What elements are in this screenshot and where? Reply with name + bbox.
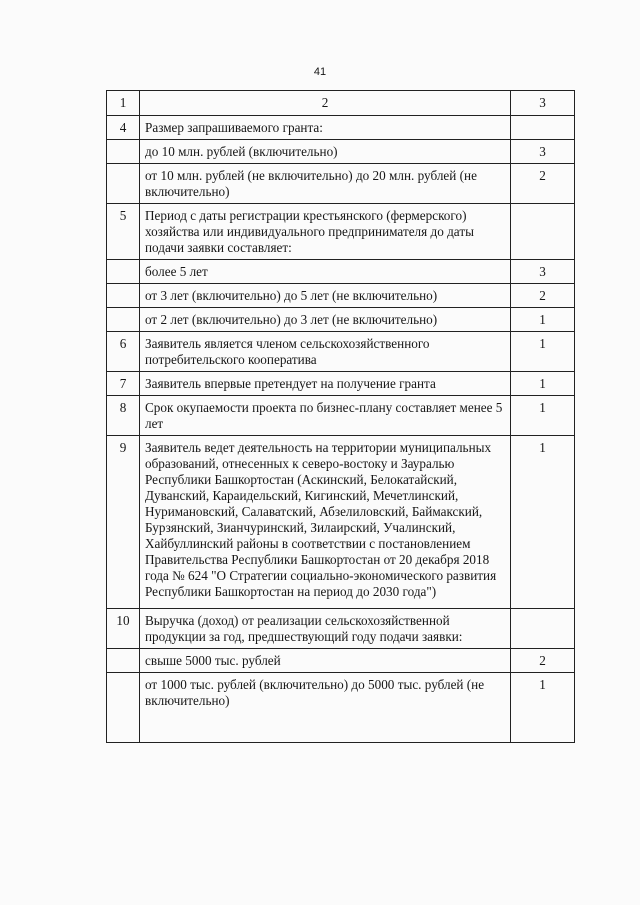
criterion-text: Заявитель ведет деятельность на территории муниципальных образований, отнесенных к северо-востоку и Зауралью Республики Башкортостан (Аскинский, Белокатайский, Дуванский, Караидельский, Кигинский, Мечетлинский, Нуримановский, Салаватский, Абзелиловский, Баймакский, Бурзянский, Зианчуринский, Зилаирский, Учалинский, Хайбуллинский районы в соответствии с постановлением Правительства Республики Башкортостан от 20 декабря 2018 года № 624 "О Стратегии социально-экономического развития Республики Башкортостан на период до 2030 года") [140, 436, 511, 609]
criterion-number [107, 308, 140, 332]
table-row [107, 332, 575, 372]
criterion-score: 2 [511, 284, 575, 308]
criterion-number: 10 [107, 609, 140, 649]
table-row [107, 164, 575, 204]
criterion-score [511, 204, 575, 260]
table-row [107, 260, 575, 284]
table-row [107, 396, 575, 436]
table-row [107, 673, 575, 743]
criterion-score: 1 [511, 673, 575, 743]
table-row [107, 436, 575, 609]
grant-criteria-table [106, 90, 575, 743]
criterion-text: от 10 млн. рублей (не включительно) до 20 млн. рублей (не включительно) [140, 164, 511, 204]
table-row [107, 308, 575, 332]
criterion-text: от 3 лет (включительно) до 5 лет (не включительно) [140, 284, 511, 308]
table-row [107, 284, 575, 308]
header-col-2: 2 [140, 91, 511, 116]
criterion-number: 8 [107, 396, 140, 436]
table-row [107, 649, 575, 673]
criterion-text: более 5 лет [140, 260, 511, 284]
criterion-number: 9 [107, 436, 140, 609]
criterion-score: 3 [511, 260, 575, 284]
criterion-text: Заявитель впервые претендует на получение гранта [140, 372, 511, 396]
criterion-number [107, 673, 140, 743]
criterion-number: 5 [107, 204, 140, 260]
criterion-number: 4 [107, 116, 140, 140]
criterion-text: от 1000 тыс. рублей (включительно) до 5000 тыс. рублей (не включительно) [140, 673, 511, 743]
criterion-score [511, 116, 575, 140]
criterion-score: 2 [511, 164, 575, 204]
table-row [107, 372, 575, 396]
criterion-text: Период с даты регистрации крестьянского (фермерского) хозяйства или индивидуального предпринимателя до даты подачи заявки составляет: [140, 204, 511, 260]
criterion-score: 2 [511, 649, 575, 673]
criterion-score: 1 [511, 372, 575, 396]
table-row [107, 609, 575, 649]
criterion-number [107, 260, 140, 284]
criterion-score: 1 [511, 436, 575, 609]
criterion-text: Срок окупаемости проекта по бизнес-плану составляет менее 5 лет [140, 396, 511, 436]
table-row [107, 140, 575, 164]
criterion-number [107, 164, 140, 204]
page-number: 41 [313, 66, 327, 78]
table-row [107, 116, 575, 140]
criterion-number [107, 284, 140, 308]
criterion-score [511, 609, 575, 649]
criterion-number [107, 649, 140, 673]
criterion-score: 3 [511, 140, 575, 164]
header-col-3: 3 [511, 91, 575, 116]
table-header-row [107, 91, 575, 116]
criterion-text: Выручка (доход) от реализации сельскохозяйственной продукции за год, предшествующий году подачи заявки: [140, 609, 511, 649]
criterion-number [107, 140, 140, 164]
table-row [107, 204, 575, 260]
criterion-number: 6 [107, 332, 140, 372]
criterion-text: до 10 млн. рублей (включительно) [140, 140, 511, 164]
criterion-text: свыше 5000 тыс. рублей [140, 649, 511, 673]
criterion-score: 1 [511, 332, 575, 372]
criterion-score: 1 [511, 308, 575, 332]
criterion-text: Размер запрашиваемого гранта: [140, 116, 511, 140]
criterion-number: 7 [107, 372, 140, 396]
criterion-text: Заявитель является членом сельскохозяйственного потребительского кооператива [140, 332, 511, 372]
header-col-1: 1 [107, 91, 140, 116]
criterion-text: от 2 лет (включительно) до 3 лет (не включительно) [140, 308, 511, 332]
criterion-score: 1 [511, 396, 575, 436]
